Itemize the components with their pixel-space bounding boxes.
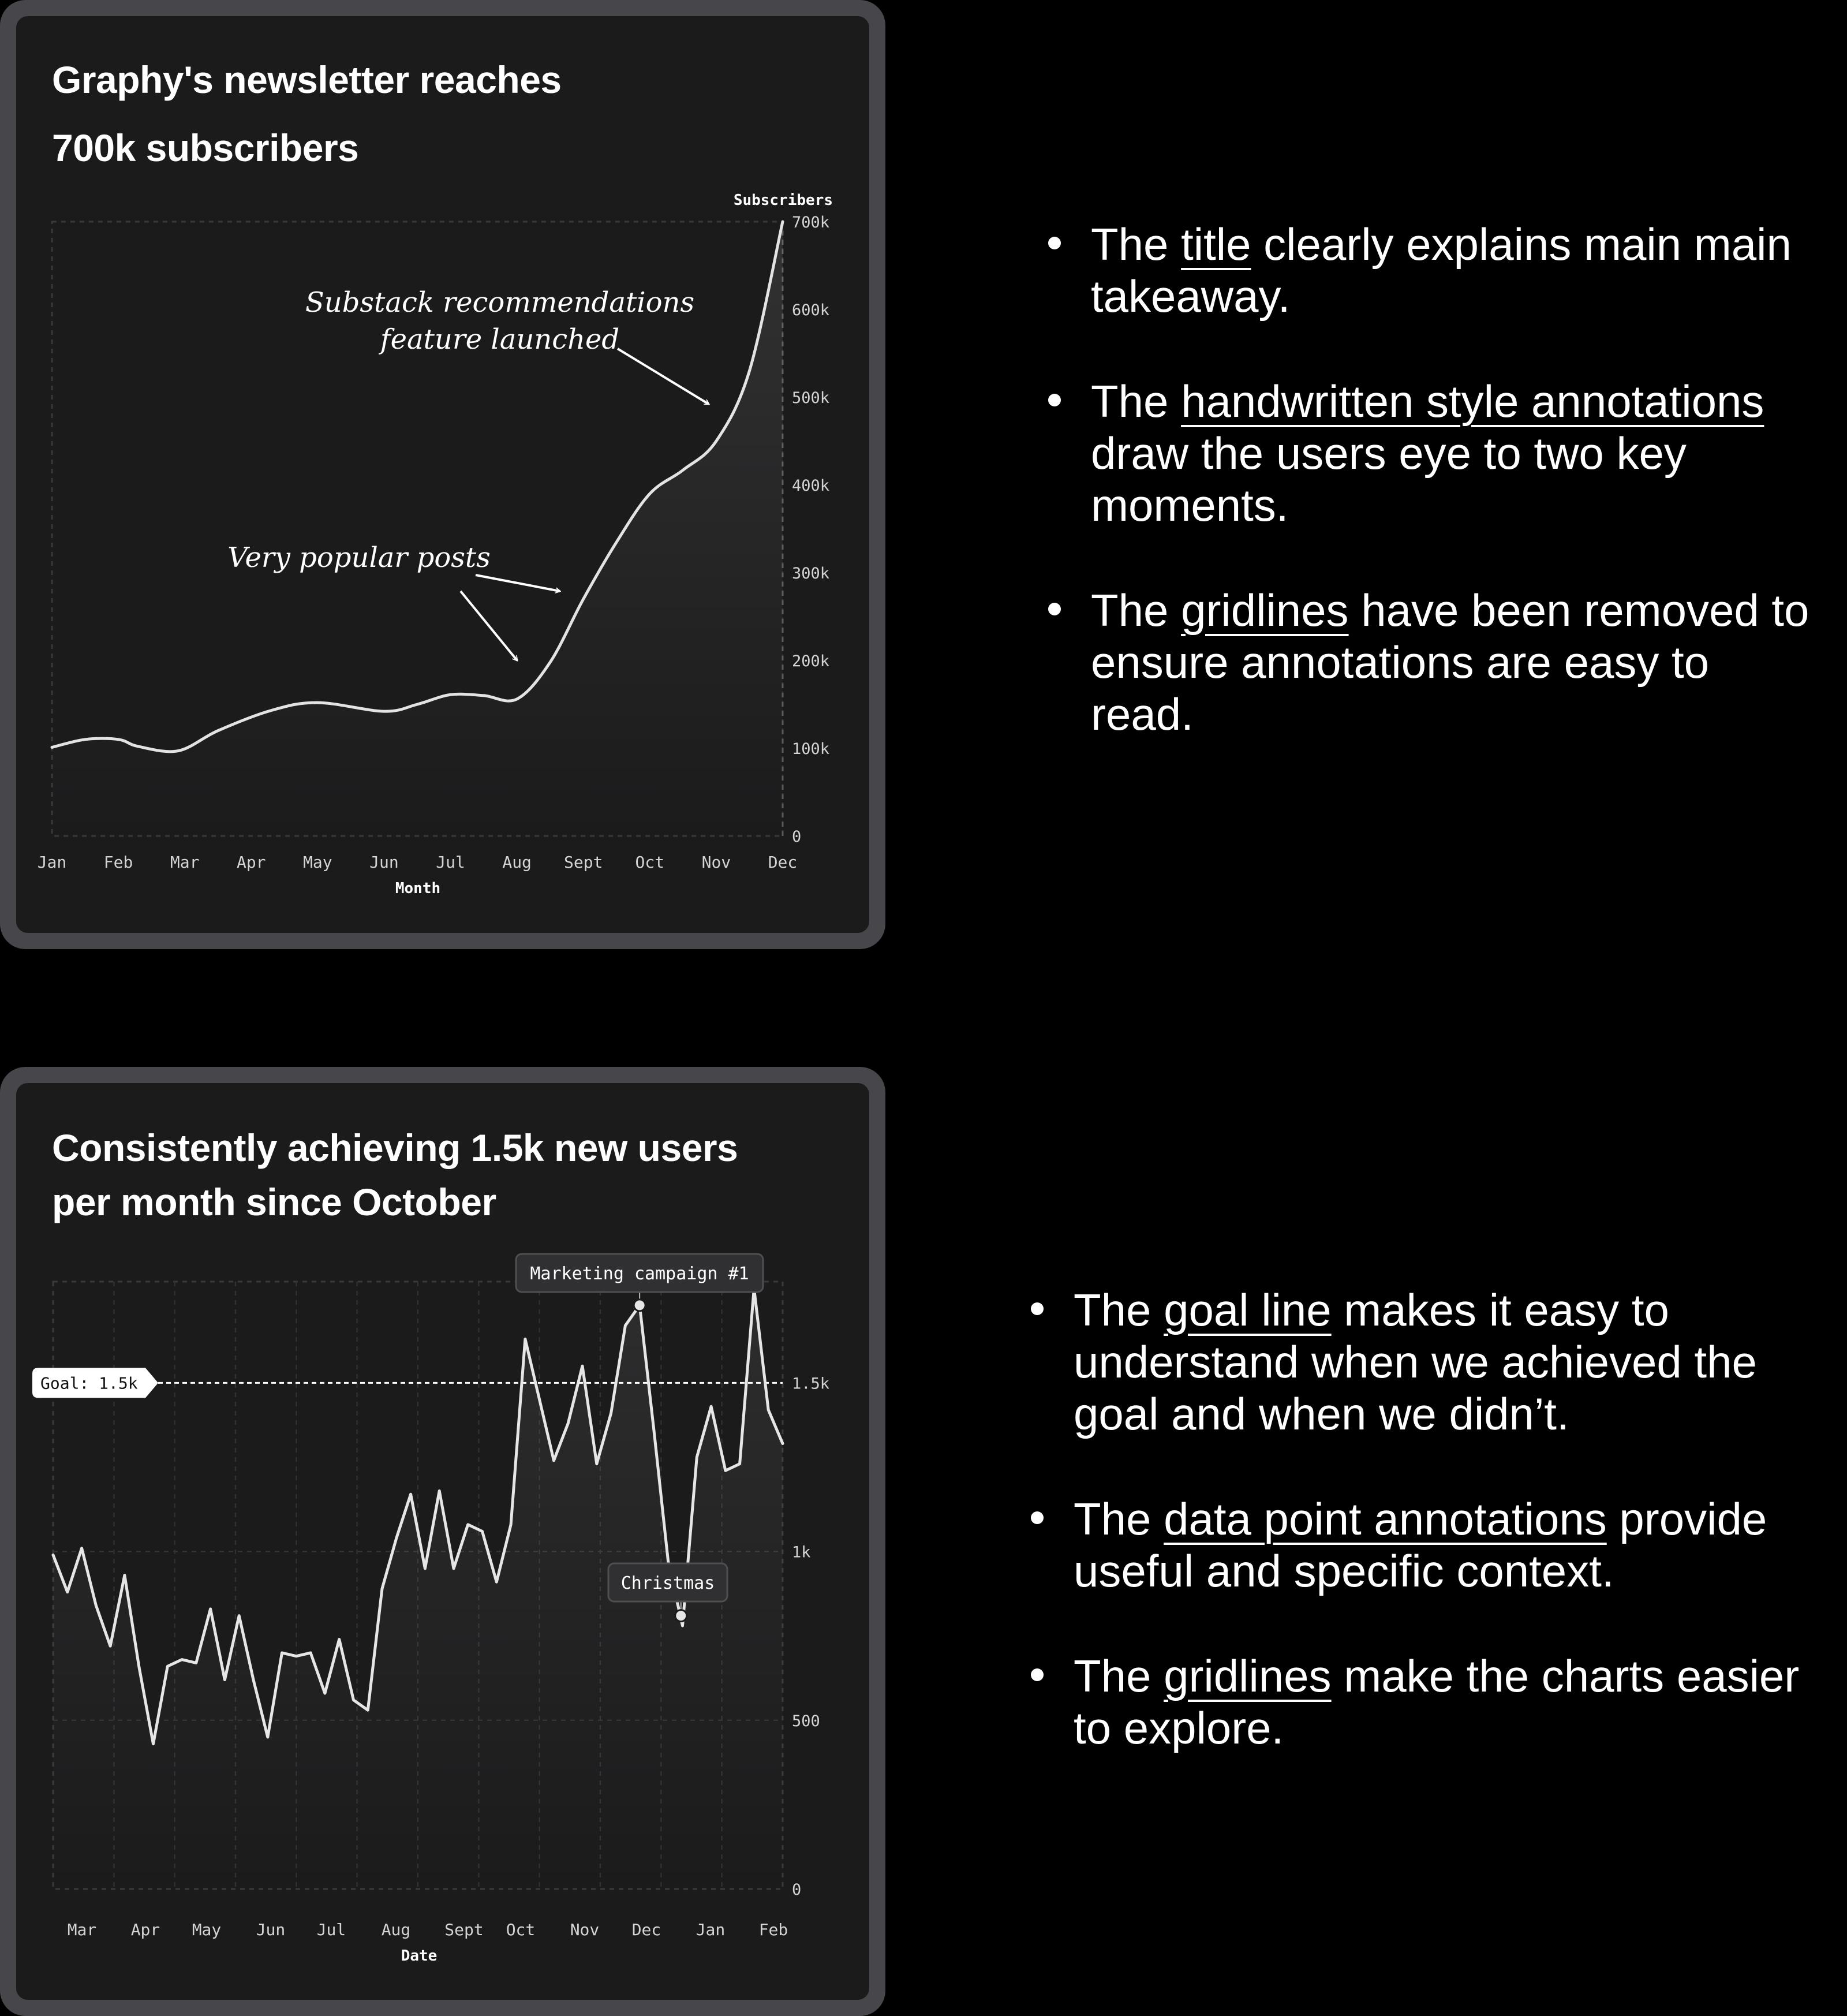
takeaway-text: provide useful and specific context. <box>1074 1494 1767 1596</box>
y-tick-label: 700k <box>792 214 830 232</box>
takeaway-text: makes it easy to understand when we achieved the goal and when we didn’t. <box>1074 1285 1757 1439</box>
chart-title-line: 700k subscribers <box>52 126 359 169</box>
annotation-marketing-campaign <box>516 1254 763 1311</box>
takeaway-item <box>1029 1493 1837 1597</box>
takeaway-text: The <box>1074 1651 1164 1701</box>
takeaway-keyword: gridlines <box>1181 585 1349 636</box>
takeaways-bottom <box>1029 1284 1837 1807</box>
x-tick-label: Jun <box>369 853 399 872</box>
takeaway-text: The <box>1091 219 1182 270</box>
y-axis-title: Subscribers <box>733 192 833 209</box>
x-tick-label: Oct <box>506 1920 536 1939</box>
x-tick-label: Nov <box>570 1920 600 1939</box>
takeaway-item <box>1046 375 1814 531</box>
y-tick-label: 500 <box>792 1712 820 1730</box>
takeaway-keyword: data point annotations <box>1164 1494 1607 1544</box>
chart-title-line: Consistently achieving 1.5k new users <box>52 1126 738 1169</box>
takeaway-keyword: goal line <box>1164 1285 1332 1335</box>
takeaway-keyword: title <box>1181 219 1251 270</box>
y-tick-labels <box>792 1375 829 1899</box>
x-tick-label: Apr <box>130 1920 160 1939</box>
takeaway-text: The <box>1091 585 1182 636</box>
x-tick-label: Jun <box>256 1920 286 1939</box>
takeaways-top <box>1046 218 1814 793</box>
y-tick-label: 1k <box>792 1543 811 1562</box>
x-tick-labels <box>68 1920 788 1939</box>
x-tick-label: Dec <box>768 853 798 872</box>
x-tick-label: Oct <box>635 853 665 872</box>
new-users-chart <box>0 0 885 2016</box>
takeaway-item <box>1046 218 1814 322</box>
y-tick-label: 0 <box>792 1881 802 1899</box>
bullet-dot <box>1048 394 1061 406</box>
x-tick-label: May <box>303 853 332 872</box>
x-tick-label: Apr <box>236 853 266 872</box>
annotation-text: Marketing campaign #1 <box>530 1264 749 1284</box>
x-tick-label: Jul <box>436 853 465 872</box>
y-tick-label: 100k <box>792 740 830 758</box>
x-tick-label: May <box>192 1920 222 1939</box>
x-tick-label: Aug <box>381 1920 411 1939</box>
x-tick-label: Sept <box>564 853 603 872</box>
annotation-text: Christmas <box>620 1573 715 1593</box>
takeaway-item <box>1046 584 1814 740</box>
y-tick-label: 1.5k <box>792 1375 830 1393</box>
bullet-dot <box>1048 603 1061 615</box>
bullet-dot <box>1031 1511 1044 1524</box>
annotation-point <box>675 1610 687 1622</box>
goal-label-text: Goal: 1.5k <box>40 1373 138 1393</box>
y-tick-label: 400k <box>792 477 830 495</box>
annotation-text-line: Substack recommendations <box>305 286 695 319</box>
x-tick-label: Mar <box>170 853 200 872</box>
x-tick-label: Jan <box>37 853 67 872</box>
annotation-text: Very popular posts <box>227 542 491 574</box>
bullet-dot <box>1031 1668 1044 1681</box>
x-axis-title: Month <box>395 880 441 897</box>
x-tick-label: Jul <box>316 1920 346 1939</box>
takeaway-text: draw the users eye to two key moments. <box>1091 428 1687 531</box>
x-tick-label: Mar <box>67 1920 97 1939</box>
annotation-point <box>634 1300 645 1311</box>
takeaway-keyword: gridlines <box>1164 1651 1332 1701</box>
bullet-dot <box>1031 1302 1044 1315</box>
takeaway-text: The <box>1074 1285 1164 1335</box>
x-tick-label: Nov <box>701 853 731 872</box>
takeaway-text: clearly explains main main takeaway. <box>1091 219 1792 322</box>
takeaway-item <box>1029 1284 1837 1440</box>
chart-title-line: Graphy's newsletter reaches <box>52 58 562 101</box>
takeaway-text: The <box>1091 376 1182 427</box>
y-tick-label: 200k <box>792 652 830 670</box>
y-tick-label: 500k <box>792 389 830 407</box>
takeaway-keyword: handwritten style annotations <box>1181 376 1764 427</box>
x-tick-label: Feb <box>103 853 133 872</box>
takeaway-text: The <box>1074 1494 1164 1544</box>
y-tick-label: 300k <box>792 565 830 583</box>
x-tick-label: Sept <box>444 1920 484 1939</box>
y-tick-label: 600k <box>792 301 830 319</box>
x-tick-label: Feb <box>758 1920 788 1939</box>
bullet-dot <box>1048 237 1061 249</box>
takeaway-item <box>1029 1650 1837 1754</box>
goal-label <box>32 1368 158 1398</box>
x-axis-title: Date <box>401 1947 438 1965</box>
annotation-text-line: feature launched <box>380 323 620 356</box>
x-tick-label: Dec <box>631 1920 661 1939</box>
takeaway-text: have been removed to ensure annotations are easy to read. <box>1091 585 1809 740</box>
y-tick-label: 0 <box>792 828 802 846</box>
chart-title-line: per month since October <box>52 1181 496 1223</box>
takeaway-text: make the charts easier to explore. <box>1074 1651 1800 1753</box>
x-tick-label: Jan <box>696 1920 726 1939</box>
x-tick-label: Aug <box>502 853 532 872</box>
